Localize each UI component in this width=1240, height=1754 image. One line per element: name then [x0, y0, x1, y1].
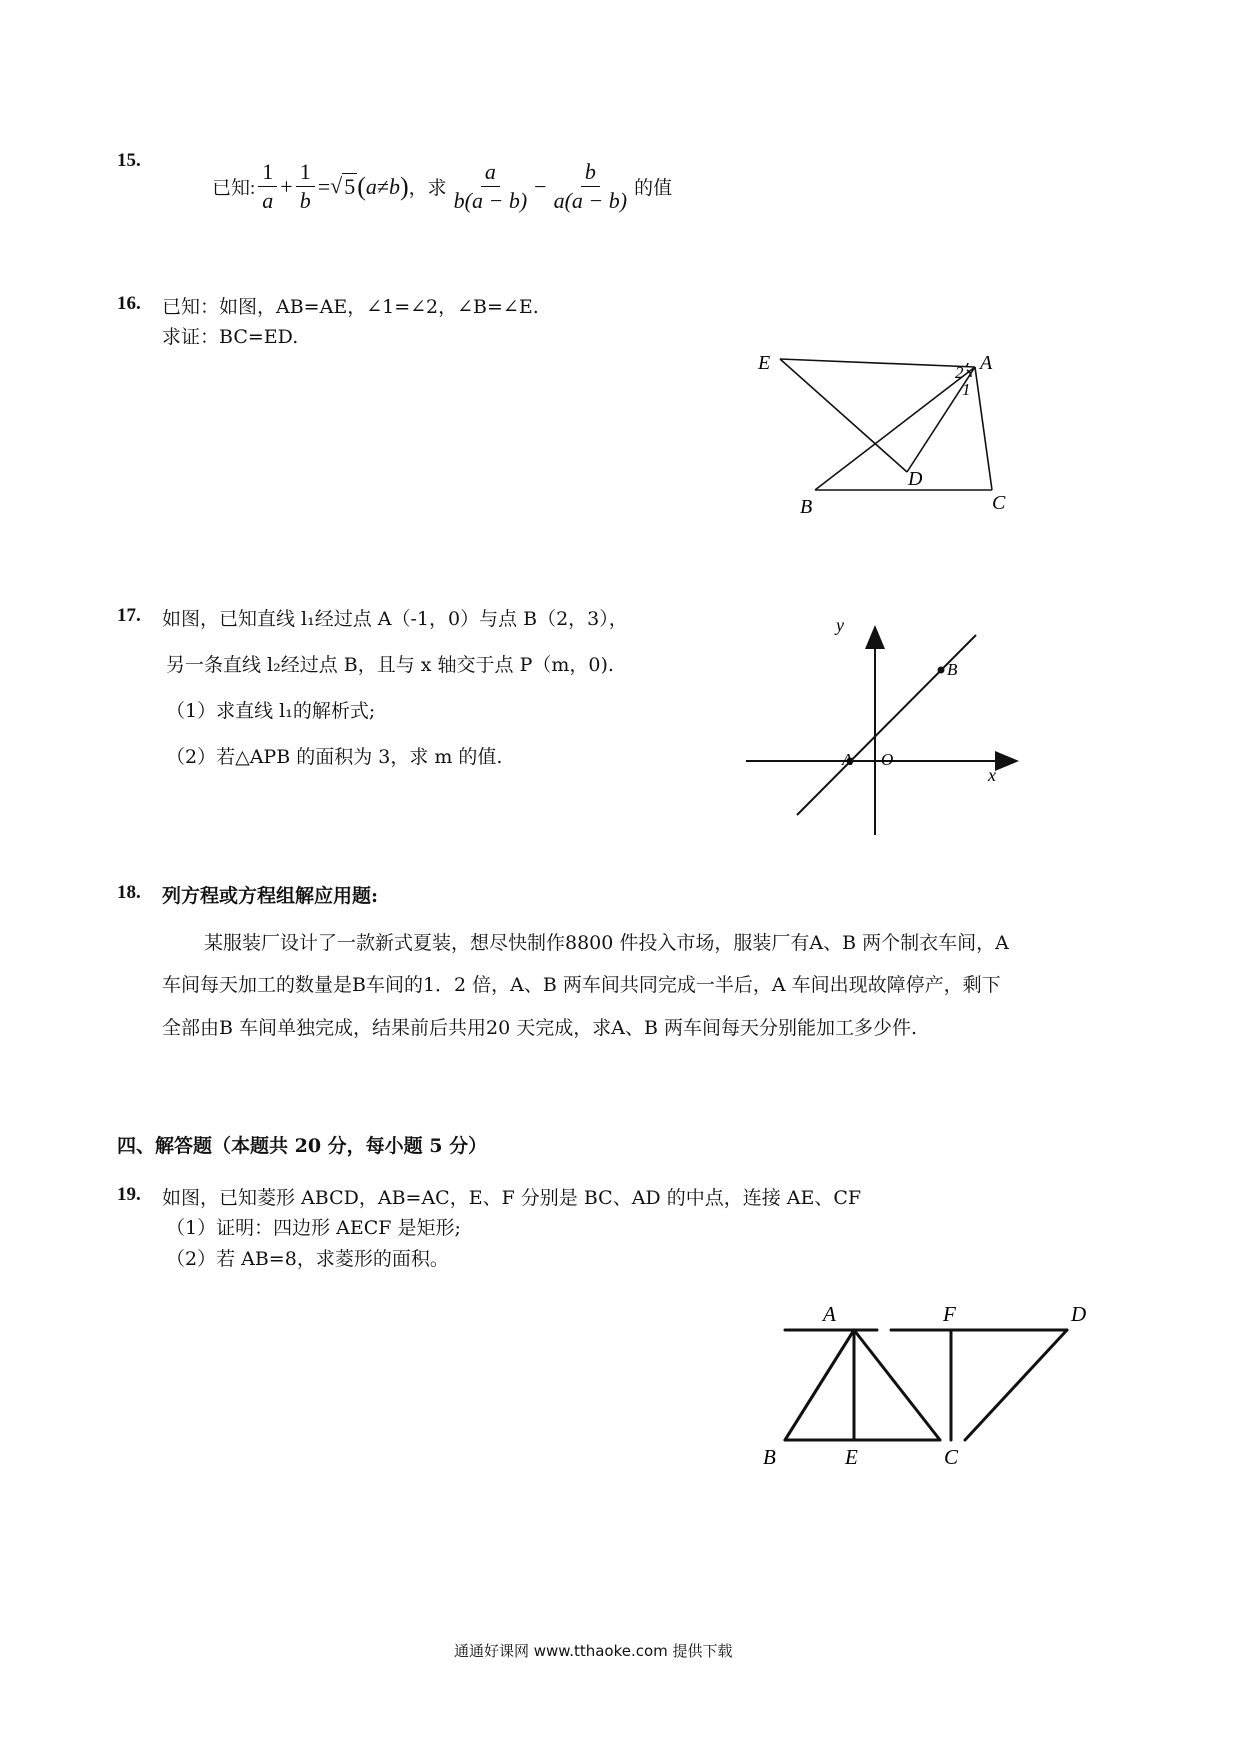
q17-number: 17. [117, 605, 141, 626]
q15-suffix: 的值 [634, 178, 673, 200]
q17-line1: 如图，已知直线 l₁经过点 A（-1，0）与点 B（2，3）， [162, 608, 628, 630]
q19-line1: 如图，已知菱形 ABCD，AB=AC，E、F 分别是 BC、AD 的中点，连接 AE、CF [162, 1187, 862, 1209]
q19-sub1: （1）证明：四边形 AECF 是矩形; [166, 1217, 461, 1239]
frac-1-over-b: $\frac{1}{b}$ [296, 160, 315, 213]
q19-label-E: E [845, 1445, 858, 1469]
sqrt-5: √ 5 [330, 173, 356, 200]
q18-title: 列方程或方程组解应用题: [162, 885, 379, 907]
q18-line1: 某服装厂设计了一款新式夏装，想尽快制作8800 件投入市场，服装厂有A、B 两个制衣车间，A [204, 932, 1009, 954]
q19-label-A: A [823, 1302, 836, 1326]
q18-line2: 车间每天加工的数量是B车间的1．2 倍，A、B 两车间共同完成一半后，A 车间出现故障停产，剩下 [162, 974, 1001, 996]
q18-line3: 全部由B 车间单独完成，结果前后共用20 天完成，求A、B 两车间每天分别能加工多少件. [162, 1017, 917, 1039]
q16-number: 16. [117, 293, 141, 314]
q19-label-C: C [944, 1445, 959, 1469]
q16-label-A: A [980, 352, 993, 374]
q15-number: 15. [117, 150, 141, 171]
q17-label-y: y [836, 615, 844, 635]
q16-label-2: 2 [955, 363, 964, 382]
q16-label-E: E [758, 352, 771, 374]
q16-label-B: B [800, 496, 813, 518]
q17-label-A: A [842, 750, 853, 769]
q17-point-B [938, 667, 945, 674]
q17-label-x: x [988, 765, 996, 785]
q17-figure [740, 615, 1030, 845]
q17-sub2: （2）若△APB 的面积为 3，求 m 的值. [166, 746, 503, 768]
q16-figure [740, 345, 1040, 525]
q19-label-F: F [943, 1302, 956, 1326]
q15-neq: ≠ [376, 173, 389, 199]
section4-title: 四、解答题（本题共 20 分，每小题 5 分） [117, 1135, 488, 1157]
q19-sub2: （2）若 AB=8，求菱形的面积。 [166, 1248, 449, 1270]
q19-label-D: D [1071, 1302, 1087, 1326]
q19-figure [755, 1300, 1095, 1480]
q19-label-B: B [763, 1445, 776, 1469]
frac-1-over-a: $\frac{1}{a}$ [258, 160, 277, 213]
q15-formula: 已知: $\frac{1}{a}$ + $\frac{1}{b}$ = √ 5 ( a ≠ b ) ，求 $\frac{a}{b(a - b)}$ − $\frac{b}{a(a - b)}$ 的值 [212, 159, 673, 214]
q16-line1: 已知：如图，AB=AE，∠1=∠2，∠B=∠E. [162, 296, 539, 318]
q17-label-B: B [947, 660, 958, 679]
q16-label-C: C [992, 492, 1006, 514]
footer-text: 通通好课网 www.tthaoke.com 提供下载 [454, 1642, 733, 1660]
q19-number: 19. [117, 1184, 141, 1205]
q17-label-O: O [881, 750, 894, 769]
q15-ask: ，求 [408, 178, 447, 200]
q16-line2: 求证：BC=ED. [162, 326, 299, 348]
q15-prefix: 已知: [212, 178, 256, 200]
frac-a-over-b-a-minus-b: $\frac{a}{b(a - b)}$ [453, 159, 528, 214]
q18-number: 18. [117, 882, 141, 903]
q17-sub1: （1）求直线 l₁的解析式; [166, 700, 376, 722]
frac-b-over-a-a-minus-b: $\frac{b}{a(a - b)}$ [553, 159, 628, 214]
q16-label-D: D [908, 468, 923, 490]
q17-line2: 另一条直线 l₂经过点 B，且与 x 轴交于点 P（m，0). [166, 654, 614, 676]
q16-label-1: 1 [962, 380, 971, 399]
